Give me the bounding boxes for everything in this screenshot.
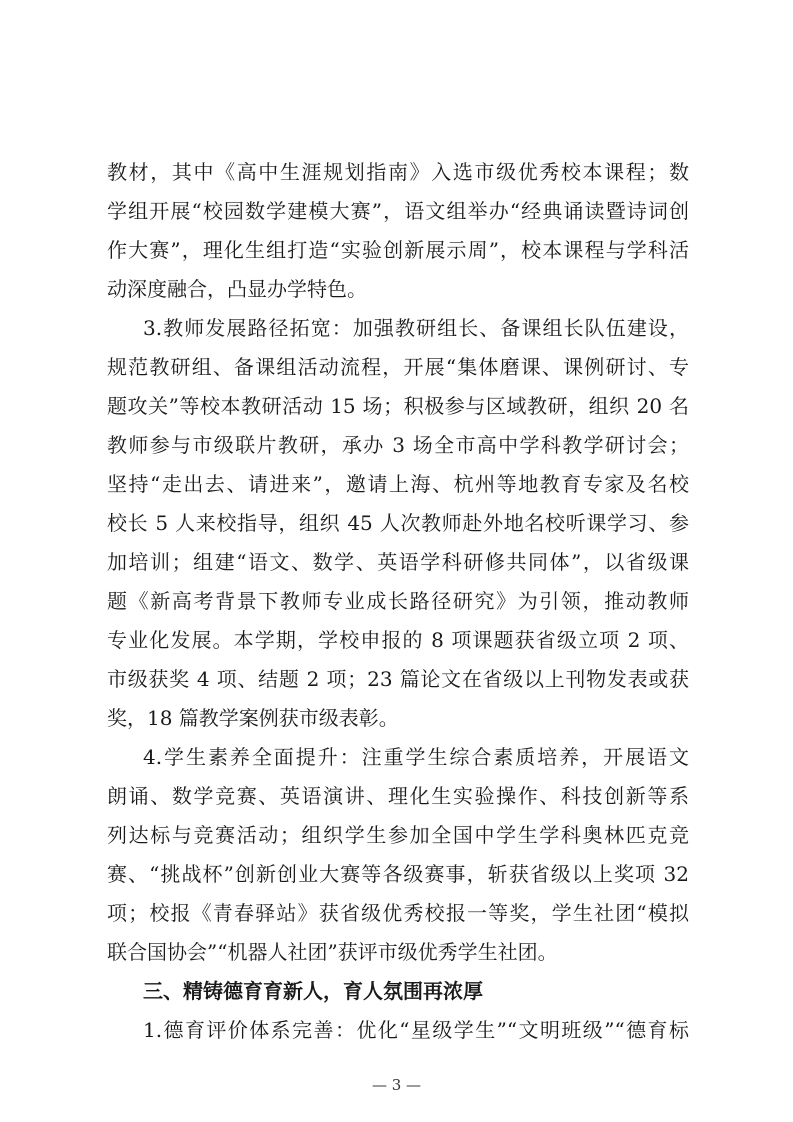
text-line: 教师参与市级联片教研，承办 3 场全市高中学科教学研讨会； bbox=[107, 433, 689, 457]
text-line: 赛、“挑战杯”创新创业大赛等各级赛事，斩获省级以上奖项 32 bbox=[107, 862, 689, 886]
text-line: 动深度融合，凸显办学特色。 bbox=[107, 277, 367, 301]
text-line: 3.教师发展路径拓宽：加强教研组长、备课组长队伍建设， bbox=[143, 316, 689, 340]
text-line: 列达标与竞赛活动；组织学生参加全国中学生学科奥林匹克竞 bbox=[107, 823, 689, 847]
text-line: 学组开展“校园数学建模大赛”，语文组举办“经典诵读暨诗词创 bbox=[107, 199, 689, 223]
text-line: 三、精铸德育育新人，育人氛围再浓厚 bbox=[143, 979, 483, 1003]
text-line: 题《新高考背景下教师专业成长路径研究》为引领，推动教师 bbox=[107, 589, 689, 613]
paragraph bbox=[107, 1011, 689, 1050]
text-line: 项；校报《青春驿站》获省级优秀校报一等奖，学生社团“模拟 bbox=[107, 901, 689, 925]
text-line: 规范教研组、备课组活动流程，开展“集体磨课、课例研讨、专 bbox=[107, 355, 689, 379]
section-heading bbox=[107, 972, 689, 1011]
paragraph bbox=[107, 309, 689, 738]
text-line: 4.学生素养全面提升：注重学生综合素质培养，开展语文 bbox=[143, 745, 689, 769]
text-line: 朗诵、数学竞赛、英语演讲、理化生实验操作、科技创新等系 bbox=[107, 784, 689, 808]
text-line: 坚持“走出去、请进来”，邀请上海、杭州等地教育专家及名校 bbox=[107, 472, 689, 496]
text-line: 加培训；组建“语文、数学、英语学科研修共同体”，以省级课 bbox=[107, 550, 689, 574]
text-line: 题攻关”等校本教研活动 15 场；积极参与区域教研，组织 20 名 bbox=[107, 394, 689, 418]
text-line: 专业化发展。本学期，学校申报的 8 项课题获省级立项 2 项、 bbox=[107, 628, 689, 652]
text-line: 作大赛”，理化生组打造“实验创新展示周”，校本课程与学科活 bbox=[107, 238, 689, 262]
text-line: 教材，其中《高中生涯规划指南》入选市级优秀校本课程；数 bbox=[107, 160, 689, 184]
page-number: — 3 — bbox=[371, 1076, 422, 1094]
document-body bbox=[107, 0, 689, 1050]
paragraph bbox=[107, 153, 689, 309]
text-line: 市级获奖 4 项、结题 2 项；23 篇论文在省级以上刊物发表或获 bbox=[107, 667, 689, 691]
text-line: 校长 5 人来校指导，组织 45 人次教师赴外地名校听课学习、参 bbox=[107, 511, 689, 535]
text-line: 联合国协会”“机器人社团”获评市级优秀学生社团。 bbox=[107, 940, 558, 964]
text-line: 奖，18 篇教学案例获市级表彰。 bbox=[107, 706, 399, 730]
text-line: 1.德育评价体系完善：优化“星级学生”“文明班级”“德育标 bbox=[143, 1018, 689, 1042]
paragraph bbox=[107, 738, 689, 972]
